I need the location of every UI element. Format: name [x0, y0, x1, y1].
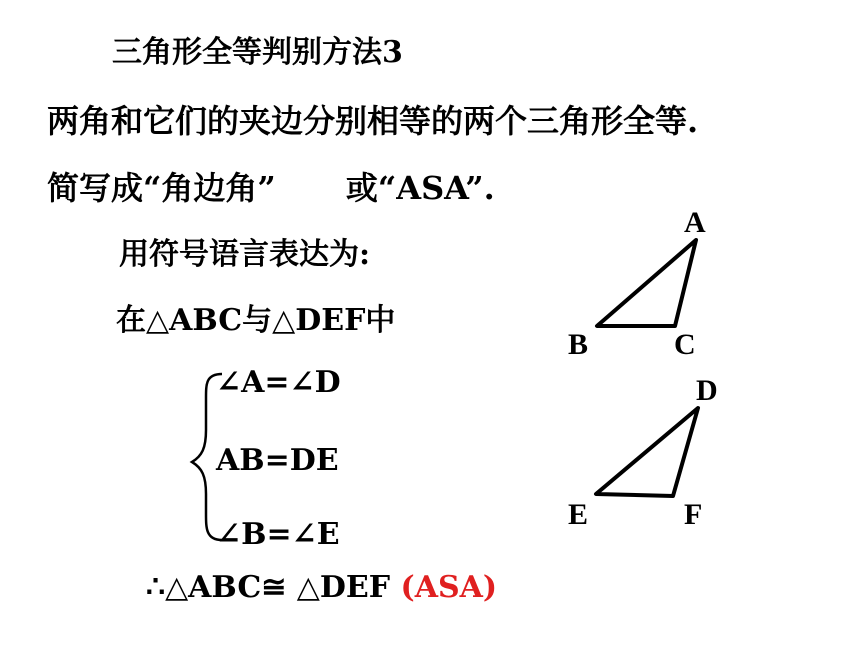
vertex-label-a: A — [684, 206, 706, 239]
abbreviation-suffix: 或“ASA”. — [345, 169, 495, 207]
vertex-label-b: B — [568, 328, 589, 361]
conclusion-reason: (ASA) — [400, 570, 498, 605]
triangle-def — [596, 408, 698, 496]
vertex-label-d: D — [696, 374, 718, 407]
condition-angle-a: ∠A=∠D — [216, 365, 341, 400]
condition-angle-b: ∠B=∠E — [216, 517, 340, 552]
theorem-statement: 两角和它们的夹边分别相等的两个三角形全等. — [47, 102, 699, 140]
vertex-label-e: E — [568, 498, 589, 531]
given-statement: 在△ABC与△DEF中 — [116, 303, 396, 338]
triangle-abc — [597, 240, 696, 326]
conclusion-text: ∴△ABC≅ △DEF — [146, 570, 391, 605]
condition-side-ab: AB=DE — [216, 443, 339, 478]
abbreviation-prefix: 简写成“角边角” — [47, 169, 276, 207]
vertex-label-c: C — [674, 328, 696, 361]
vertex-label-f: F — [684, 498, 703, 531]
page-title: 三角形全等判别方法3 — [112, 35, 403, 70]
symbolic-intro: 用符号语言表达为: — [119, 237, 371, 272]
conclusion-line — [146, 570, 498, 605]
